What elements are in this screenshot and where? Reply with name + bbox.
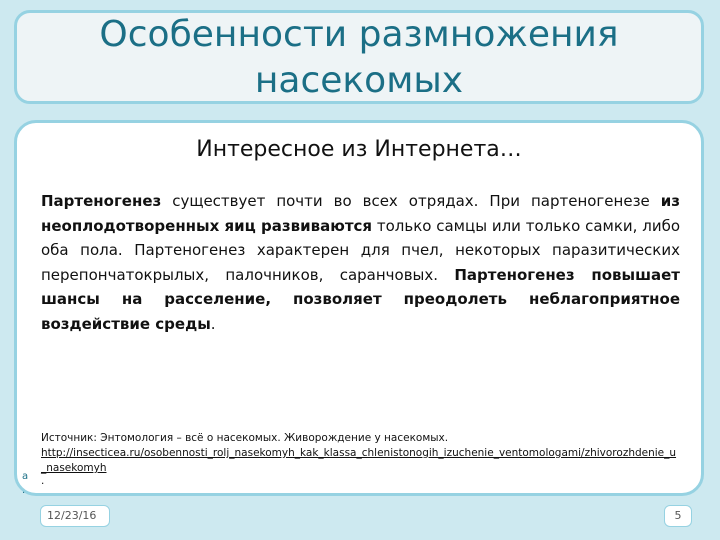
source-link[interactable]: http://insecticea.ru/osobennosti_rolj_nasekomyh_kak_klassa_chlenistonogih_izuchenie_ventomologami/zhivorozhdenie_u_nasekomyh xyxy=(41,447,677,474)
slide-title-box xyxy=(14,10,704,104)
source-trailing-dot: . xyxy=(41,475,45,487)
main-paragraph xyxy=(41,189,680,336)
slide-title-line1: Особенности размножения xyxy=(99,14,619,55)
paragraph-segment: . xyxy=(210,314,216,333)
paragraph-segment: Партеногенез xyxy=(41,192,162,210)
source-block xyxy=(41,431,681,486)
paragraph-segment: только самцы или только самки, либо оба пола. Партеногенез характерен для пчел, некоторых паразитических перепончатокрылых, палочников, саранчовых. xyxy=(41,216,680,284)
section-subtitle: Интересное из Интернета… xyxy=(196,137,522,162)
footer-page-number: 5 xyxy=(664,505,692,527)
paragraph-segment: существует почти во всех отрядах. При партеногенезе xyxy=(161,192,661,210)
slide-title-line2: насекомых xyxy=(254,60,464,101)
left-mark-1: a xyxy=(22,471,29,482)
footer-date: 12/23/16 xyxy=(40,505,110,527)
left-mark-2: . xyxy=(22,485,26,496)
paragraph-segment: из неоплодотворенных яиц развиваются xyxy=(41,192,680,235)
paragraph-segment: Партеногенез повышает шансы на расселение, позволяет преодолеть неблагоприятное воздействие среды xyxy=(41,265,680,333)
content-panel xyxy=(14,120,704,496)
slide-title xyxy=(99,10,618,104)
source-label: Источник: Энтомология – всё о насекомых. Живорождение у насекомых. xyxy=(41,432,449,444)
left-margin-marks xyxy=(22,470,32,498)
